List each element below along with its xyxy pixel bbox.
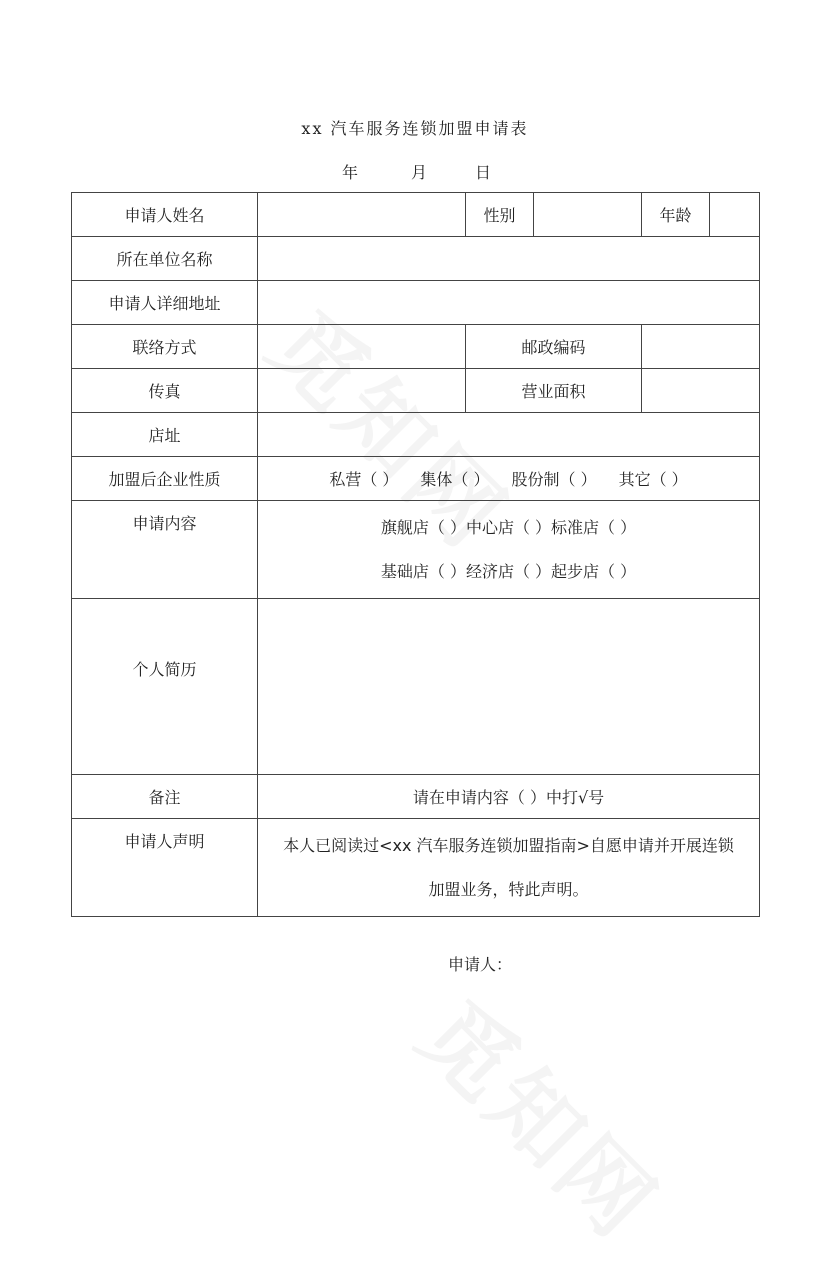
resume-label-cell <box>72 599 258 775</box>
applicant-signature-label: 申请人： <box>448 955 513 974</box>
gender-label: 性别 <box>466 193 534 237</box>
business-area-field[interactable] <box>642 369 760 413</box>
declaration-line-1: 本人已阅读过<xx 汽车服务连锁加盟指南>自愿申请并开展连锁 <box>283 835 734 855</box>
business-nature-options <box>258 457 760 501</box>
application-content-label: 申请内容 <box>72 501 258 599</box>
resume-field[interactable] <box>258 599 760 775</box>
fax-field[interactable] <box>258 369 466 413</box>
company-name-field[interactable] <box>258 237 760 281</box>
store-address-field[interactable] <box>258 413 760 457</box>
date-day-label: 日 <box>475 163 492 182</box>
declaration-label: 申请人声明 <box>72 819 258 917</box>
declaration-line-2: 加盟业务，特此声明。 <box>428 879 589 899</box>
age-label: 年龄 <box>642 193 710 237</box>
remarks-label: 备注 <box>72 775 258 819</box>
resume-label: 个人简历 <box>132 660 197 679</box>
nature-option-other[interactable]: 其它（ ） <box>618 470 688 489</box>
content-options-line-1[interactable]: 旗舰店（ ）中心店（ ）标准店（ ） <box>380 517 637 537</box>
application-content-options <box>258 501 760 599</box>
company-name-label: 所在单位名称 <box>72 237 258 281</box>
store-address-label: 店址 <box>72 413 258 457</box>
business-nature-label: 加盟后企业性质 <box>72 457 258 501</box>
address-field[interactable] <box>258 281 760 325</box>
address-label: 申请人详细地址 <box>72 281 258 325</box>
gender-field[interactable] <box>534 193 642 237</box>
age-field[interactable] <box>710 193 760 237</box>
watermark <box>396 967 692 1263</box>
contact-field[interactable] <box>258 325 466 369</box>
applicant-name-label: 申请人姓名 <box>72 193 258 237</box>
nature-option-joint-stock[interactable]: 股份制（ ） <box>511 470 597 489</box>
remarks-text: 请在申请内容（ ）中打√号 <box>258 775 760 819</box>
nature-option-collective[interactable]: 集体（ ） <box>420 470 490 489</box>
declaration-text <box>258 819 760 917</box>
postal-code-label: 邮政编码 <box>466 325 642 369</box>
date-month-label: 月 <box>411 163 428 182</box>
applicant-name-field[interactable] <box>258 193 466 237</box>
content-options-line-2[interactable]: 基础店（ ）经济店（ ）起步店（ ） <box>380 561 637 581</box>
date-row <box>0 160 830 184</box>
fax-label: 传真 <box>72 369 258 413</box>
nature-option-private[interactable]: 私营（ ） <box>329 470 399 489</box>
contact-label: 联络方式 <box>72 325 258 369</box>
application-form-table <box>71 192 760 917</box>
form-title: xx 汽车服务连锁加盟申请表 <box>301 119 529 138</box>
postal-code-field[interactable] <box>642 325 760 369</box>
business-area-label: 营业面积 <box>466 369 642 413</box>
date-year-label: 年 <box>342 163 359 182</box>
